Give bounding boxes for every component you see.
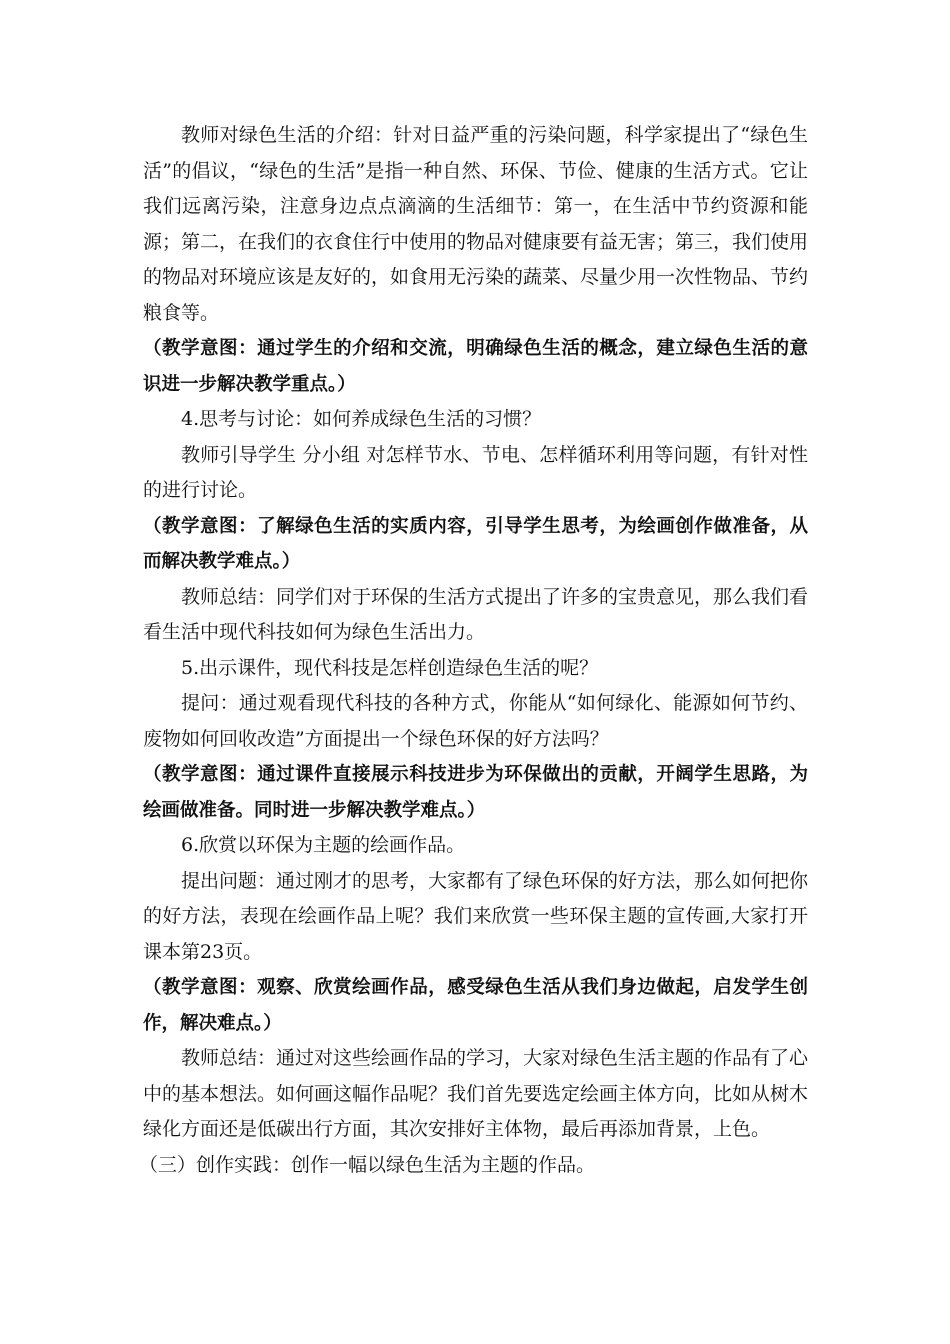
paragraph-group-discussion: 教师引导学生 分小组 对怎样节水、节电、怎样循环利用等问题，有针对性的进行讨论。 [143,443,808,501]
teaching-intent-note-1: （教学意图：通过学生的介绍和交流，明确绿色生活的概念，建立绿色生活的意识进一步解决教学重点。） [143,338,808,395]
paragraph-teacher-summary-2: 教师总结：通过对这些绘画作品的学习，大家对绿色生活主题的作品有了心中的基本想法。如何画这幅作品呢？我们首先要选定绘画主体方向，比如从树木绿化方面还是低碳出行方面，其次安排好主体物，最后再添加背景，上色。 [143,1047,809,1140]
teaching-intent-note-3: （教学意图：通过课件直接展示科技进步为环保做出的贡献，开阔学生思路，为绘画做准备。同时进一步解决教学难点。） [143,764,808,821]
step-6-heading: 6.欣赏以环保为主题的绘画作品。 [181,834,466,856]
document-body [139,118,809,1183]
teaching-intent-note-2: （教学意图：了解绿色生活的实质内容，引导学生思考，为绘画创作做准备，从而解决教学难点。） [143,515,808,572]
teaching-intent-note-4: （教学意图：观察、欣赏绘画作品，感受绿色生活从我们身边做起，启发学生创作，解决难点。） [143,977,808,1034]
paragraph-teacher-summary-1: 教师总结：同学们对于环保的生活方式提出了许多的宝贵意见，那么我们看看生活中现代科技如何为绿色生活出力。 [143,585,809,643]
paragraph-question-tech: 提问：通过观看现代科技的各种方式，你能从“如何绿化、能源如何节约、废物如何回收改造”方面提出一个绿色环保的好方法吗？ [143,692,808,750]
step-5-heading: 5.出示课件，现代科技是怎样创造绿色生活的呢？ [181,656,599,679]
paragraph-green-life-intro: 教师对绿色生活的介绍：针对日益严重的污染问题，科学家提出了“绿色生活”的倡议，“绿色的生活”是指一种自然、环保、节俭、健康的生活方式。它让我们远离污染，注意身边点点滴滴的生活细节：第一，在生活中节约资源和能源；第二，在我们的衣食住行中使用的物品对健康要有益无害；第三，我们使用的物品对环境应该是友好的，如食用无污染的蔬菜、尽量少用一次性物品、节约粮食等。 [143,124,809,324]
section-3-heading: （三）创作实践：创作一幅以绿色生活为主题的作品。 [139,1153,596,1176]
paragraph-question-artwork: 提出问题：通过刚才的思考，大家都有了绿色环保的好方法，那么如何把你的好方法，表现在绘画作品上呢？我们来欣赏一些环保主题的宣传画,大家打开课本第23页。 [143,869,809,963]
step-4-heading: 4.思考与讨论：如何养成绿色生活的习惯？ [181,408,542,430]
